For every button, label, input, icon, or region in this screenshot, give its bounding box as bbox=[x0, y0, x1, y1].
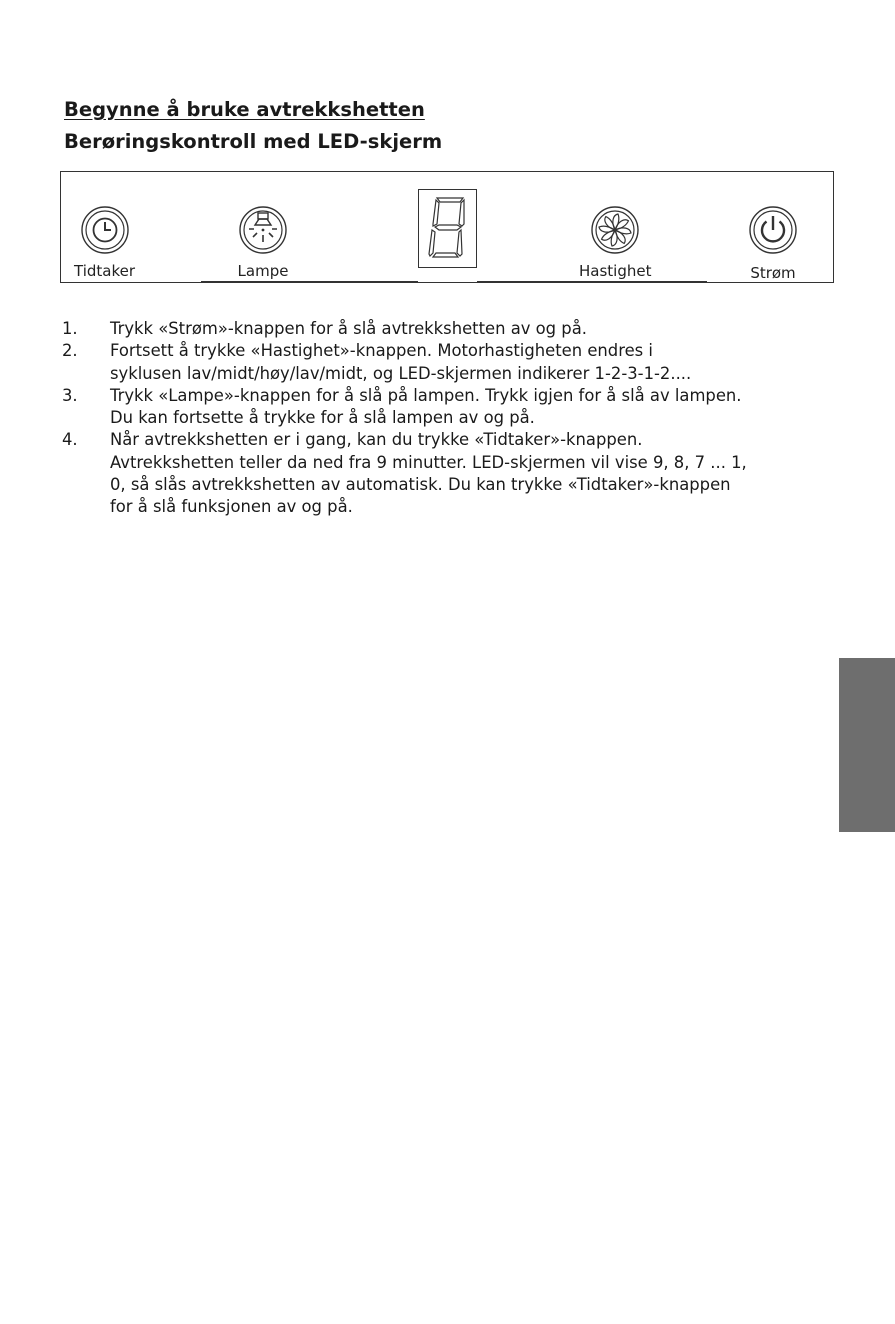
instruction-item bbox=[62, 385, 862, 430]
instruction-text bbox=[110, 340, 862, 385]
instruction-line: Trykk «Lampe»-knappen for å slå på lampen. Trykk igjen for å slå av lampen. bbox=[110, 385, 742, 405]
power-icon bbox=[745, 202, 801, 258]
instruction-number: 4. bbox=[62, 430, 78, 450]
instruction-text bbox=[110, 385, 862, 430]
instruction-line: Fortsett å trykke «Hastighet»-knappen. Motorhastigheten endres i bbox=[110, 341, 653, 361]
timer-button[interactable] bbox=[74, 202, 135, 280]
instruction-line: 0, så slås avtrekkshetten av automatisk. Du kan trykke «Tidtaker»-knappen bbox=[110, 475, 731, 495]
instruction-line: syklusen lav/midt/høy/lav/midt, og LED-skjermen indikerer 1-2-3-1-2.... bbox=[110, 363, 692, 383]
instruction-item bbox=[62, 340, 862, 385]
instruction-line: Du kan fortsette å trykke for å slå lampen av og på. bbox=[110, 408, 535, 428]
instruction-item bbox=[62, 429, 862, 518]
lamp-icon bbox=[235, 202, 291, 258]
led-display bbox=[418, 189, 477, 268]
speed-label: Hastighet bbox=[579, 262, 652, 280]
touch-control-panel bbox=[60, 171, 834, 283]
timer-label: Tidtaker bbox=[74, 262, 136, 280]
instruction-text bbox=[110, 318, 862, 340]
panel-divider bbox=[477, 281, 707, 282]
page-title: Begynne å bruke avtrekkshetten bbox=[64, 98, 425, 121]
lamp-button[interactable] bbox=[235, 202, 291, 280]
instruction-number: 3. bbox=[62, 385, 78, 405]
instruction-line: for å slå funksjonen av og på. bbox=[110, 497, 353, 517]
instruction-line: Avtrekkshetten teller da ned fra 9 minutter. LED-skjermen vil vise 9, 8, 7 ... 1, bbox=[110, 452, 747, 472]
instruction-text bbox=[110, 429, 862, 518]
speed-button[interactable] bbox=[579, 202, 651, 280]
instruction-number: 2. bbox=[62, 341, 78, 361]
instruction-line: Når avtrekkshetten er i gang, kan du trykke «Tidtaker»-knappen. bbox=[110, 430, 643, 450]
instruction-number: 1. bbox=[62, 319, 78, 338]
seven-segment-display bbox=[419, 190, 475, 266]
instruction-line: Trykk «Strøm»-knappen for å slå avtrekkshetten av og på. bbox=[110, 319, 587, 338]
language-side-tab bbox=[839, 658, 895, 832]
power-button[interactable] bbox=[745, 202, 801, 282]
lamp-label: Lampe bbox=[237, 262, 289, 280]
panel-divider bbox=[201, 281, 418, 282]
power-label: Strøm bbox=[750, 264, 796, 282]
instruction-list bbox=[62, 318, 862, 519]
instruction-item bbox=[62, 318, 862, 340]
clock-icon bbox=[77, 202, 133, 258]
fan-icon bbox=[587, 202, 643, 258]
section-subtitle: Berøringskontroll med LED-skjerm bbox=[64, 130, 443, 153]
